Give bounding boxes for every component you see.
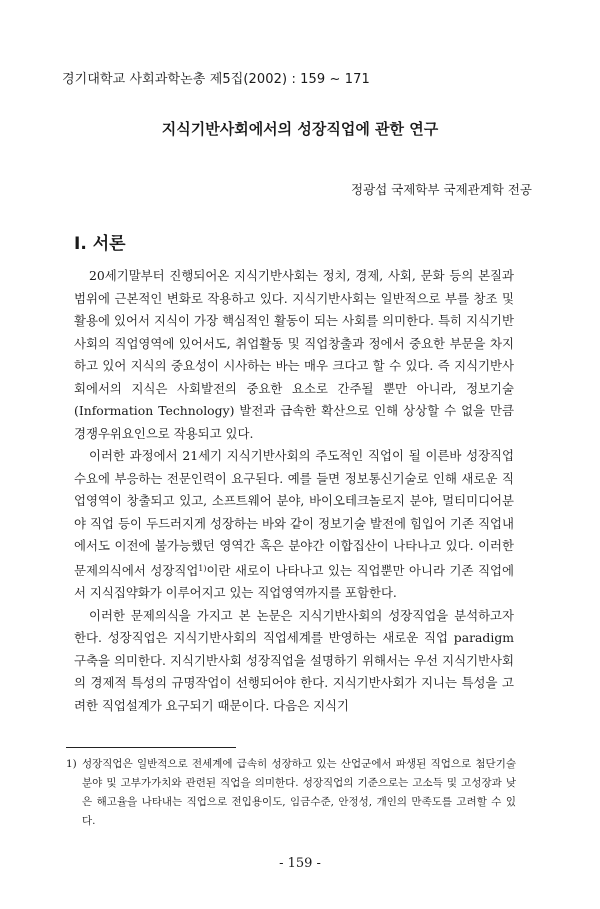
- section-heading: I. 서론: [74, 234, 126, 254]
- paragraph-3: 이러한 문제의식을 가지고 본 논문은 지식기반사회의 성장직업을 분석하고자 한다. 성장직업은 지식기반사회의 직업세계를 반영하는 새로운 직업 paradigm 구축을 의미한다. 지식기반사회 성장직업을 설명하기 위해서는 우선 지식기반사회의 경제적 특성의 규명작업이 선행되어야 한다. 지식기반사회가 지니는 특성을 고려한 직업설계가 요구되기 때문이다. 다음은 지식기: [74, 607, 514, 713]
- paragraph-2-text-a: 이러한 과정에서 21세기 지식기반사회의 주도적인 직업이 될 이른바 성장직업 수요에 부응하는 전문인력이 요구된다. 예를 들면 정보통신기술로 인해 새로운 직업영역이 창출되고 있고, 소프트웨어 분야, 바이오테크놀로지 분야, 멀티미디어분야 직업 등이 두드러지게 성장하는 바와 같이 정보기술 발전에 힘입어 기존 직업내에서도 이전에 불가능했던 영역간 혹은 분야간 이합집산이 나타나고 있다. 이러한 문제의식에서 성장직업: [74, 448, 514, 578]
- paragraph-2: [74, 445, 514, 605]
- footnote-text: 성장직업은 일반적으로 전세계에 급속히 성장하고 있는 산업군에서 파생된 직업으로 첨단기술분야 및 고부가가치와 관련된 직업을 의미한다. 성장직업의 기준으로는 고소득 및 고성장과 낮은 해고율을 나타내는 직업으로 전입용이도, 임금수준, 안정성, 개인의 만족도를 고려할 수 있다.: [82, 758, 516, 827]
- footnote-divider: [66, 747, 236, 748]
- paragraph-2-text-b: 이란 새로이 나타나고 있는 직업뿐만 아니라 기존 직업에서 지식집약화가 이루어지고 있는 직업영역까지를 포함한다.: [74, 562, 514, 600]
- footnote-reference[interactable]: 1): [198, 563, 207, 573]
- body-text: [74, 265, 514, 717]
- footnote-mark: 1): [66, 758, 77, 770]
- footnote: [66, 755, 516, 831]
- journal-header: 경기대학교 사회과학논총 제5집(2002) : 159 ~ 171: [62, 72, 370, 87]
- author-line: 정광섭 국제학부 국제관계학 전공: [351, 182, 532, 197]
- paragraph-1: 20세기말부터 진행되어온 지식기반사회는 정치, 경제, 사회, 문화 등의 본질과 범위에 근본적인 변화로 작용하고 있다. 지식기반사회는 일반적으로 부를 창조 및 활용에 있어서 지식이 가장 핵심적인 활동이 되는 사회를 의미한다. 특히 지식기반사회의 직업영역에 있어서도, 취업활동 및 직업창출과 정에서 중요한 부문을 차지하고 있어 지식의 중요성이 시사하는 바는 매우 크다고 할 수 있다. 즉 지식기반사회에서의 지식은 사회발전의 중요한 요소로 간주될 뿐만 아니라, 정보기술(Information Technology) 발전과 급속한 확산으로 인해 상상할 수 없을 만큼 경쟁우위요인으로 작용되고 있다.: [74, 268, 514, 441]
- paper-title: 지식기반사회에서의 성장직업에 관한 연구: [161, 120, 439, 138]
- page-number: - 159 -: [279, 856, 321, 871]
